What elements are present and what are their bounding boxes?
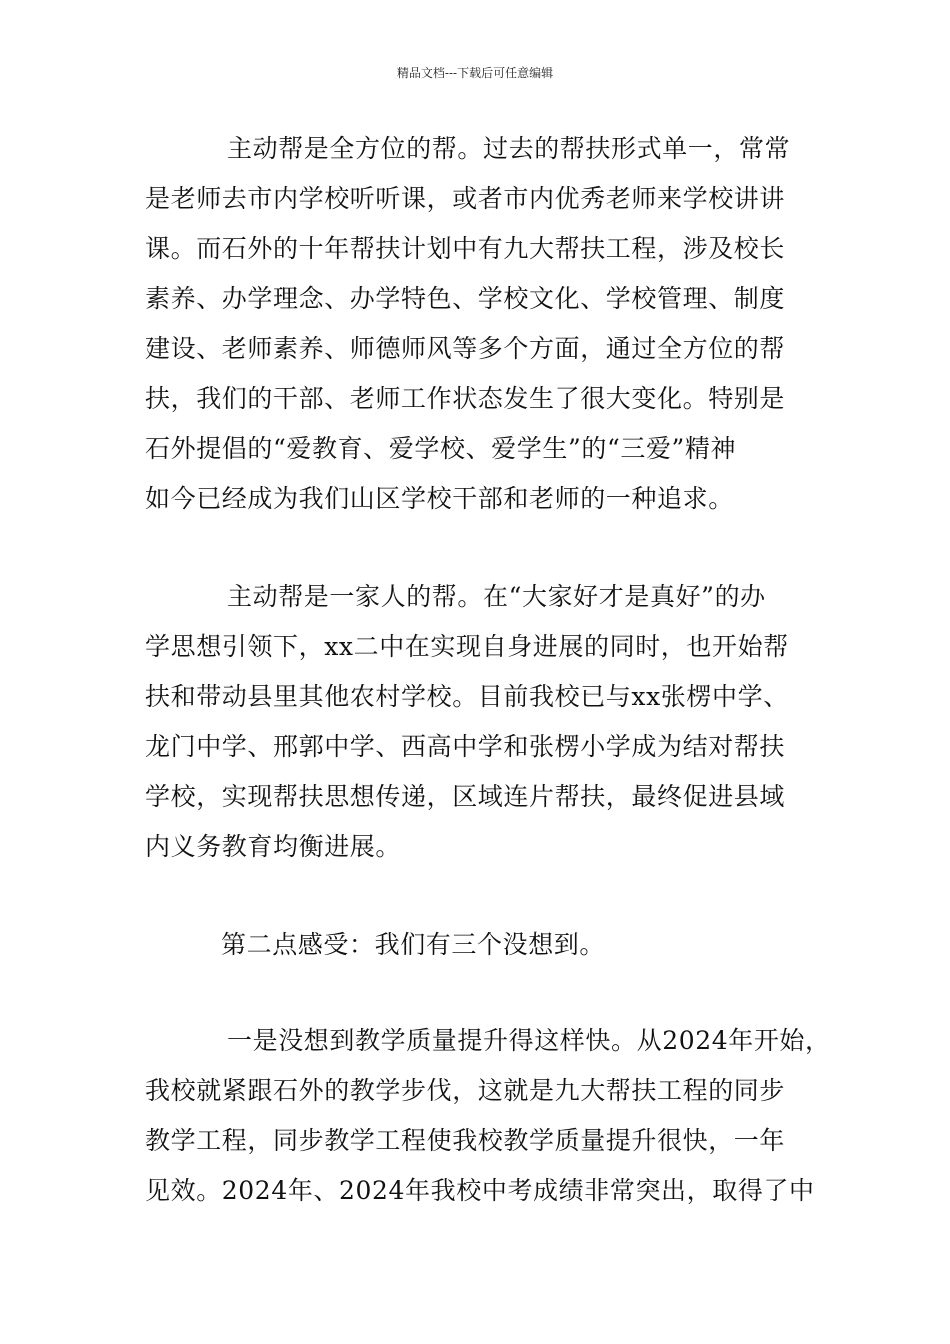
text-line: 课。而石外的十年帮扶计划中有九大帮扶工程，涉及校长 [145,234,786,263]
paragraph-quality-improvement [145,1016,831,1216]
paragraph-family-help [145,572,810,872]
text-line: 内义务教育均衡进展。 [145,832,402,861]
text-line: 学思想引领下，xx二中在实现自身进展的同时，也开始帮 [145,632,789,661]
text-line: 扶，我们的干部、老师工作状态发生了很大变化。特别是 [145,384,786,413]
page-header: 精品文档---下载后可任意编辑 [396,66,554,80]
text-line: 素养、办学理念、办学特色、学校文化、学校管理、制度 [145,284,786,313]
text-line: 一是没想到教学质量提升得这样快。从2024年开始， [227,1026,831,1055]
text-line: 建设、老师素养、师德师风等多个方面，通过全方位的帮 [145,334,786,363]
document-body [145,124,831,1216]
text-line: 龙门中学、邢郭中学、西高中学和张楞小学成为结对帮扶 [145,732,786,761]
text-line: 见效。2024年、2024年我校中考成绩非常突出，取得了中 [145,1176,815,1205]
text-line: 教学工程，同步教学工程使我校教学质量提升很快，一年 [145,1126,786,1155]
text-line: 石外提倡的“爱教育、爱学校、爱学生”的“三爱”精神 [145,434,737,463]
paragraph-spacer [145,872,810,920]
paragraph-comprehensive-help [145,124,810,524]
text-line: 主动帮是一家人的帮。在“大家好才是真好”的办 [227,582,766,611]
text-line: 如今已经成为我们山区学校干部和老师的一种追求。 [145,484,734,513]
text-line: 学校，实现帮扶思想传递，区域连片帮扶，最终促进县域 [145,782,786,811]
text-line: 第二点感受：我们有三个没想到。 [221,930,606,959]
text-line: 扶和带动县里其他农村学校。目前我校已与xx张楞中学、 [145,682,789,711]
text-line: 是老师去市内学校听听课，或者市内优秀老师来学校讲讲 [145,184,786,213]
paragraph-spacer [145,970,810,1016]
paragraph-spacer [145,524,810,572]
text-line: 主动帮是全方位的帮。过去的帮扶形式单一，常常 [227,134,791,163]
text-line: 我校就紧跟石外的教学步伐，这就是九大帮扶工程的同步 [145,1076,786,1105]
section-heading-second-point [145,920,810,970]
